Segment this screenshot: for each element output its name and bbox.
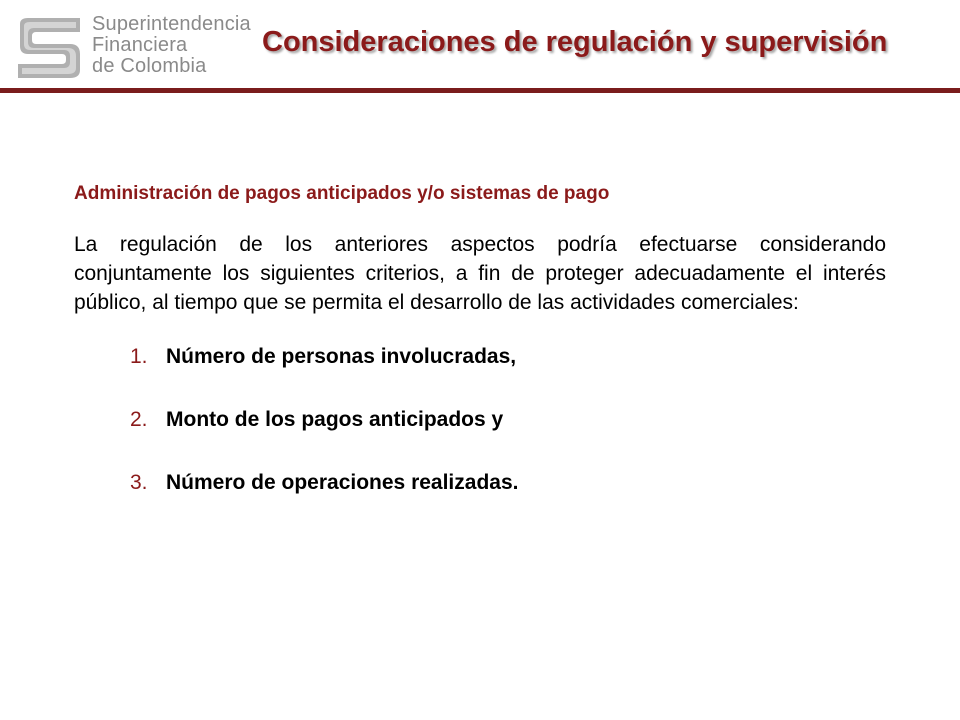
logo-line: Financiera	[92, 34, 188, 56]
section-heading: Administración de pagos anticipados y/o sistemas de pago	[74, 183, 610, 204]
logo-text	[92, 14, 251, 77]
page-title: Consideraciones de regulación y supervisión	[262, 26, 888, 58]
criteria-list	[74, 343, 886, 497]
logo-line: Superintendencia	[92, 13, 251, 35]
list-number: 2.	[130, 408, 148, 431]
list-number: 1.	[130, 345, 148, 368]
superintendencia-logo-icon	[14, 14, 84, 82]
list-text: Número de operaciones realizadas.	[166, 471, 519, 494]
slide-content	[74, 182, 886, 532]
list-item	[130, 469, 886, 497]
body-paragraph: La regulación de los anteriores aspectos podría efectuarse considerando conjuntamente los siguientes criterios, a fin de proteger adecuadamente el interés público, al tiempo que se permita el desarrollo de las actividades comerciales:	[74, 233, 886, 314]
list-item	[130, 406, 886, 434]
list-text: Número de personas involucradas,	[166, 345, 517, 368]
list-text: Monto de los pagos anticipados y	[166, 408, 504, 431]
logo	[14, 14, 254, 86]
header-divider	[0, 88, 960, 93]
list-number: 3.	[130, 471, 148, 494]
list-item	[130, 343, 886, 371]
logo-line: de Colombia	[92, 55, 207, 77]
